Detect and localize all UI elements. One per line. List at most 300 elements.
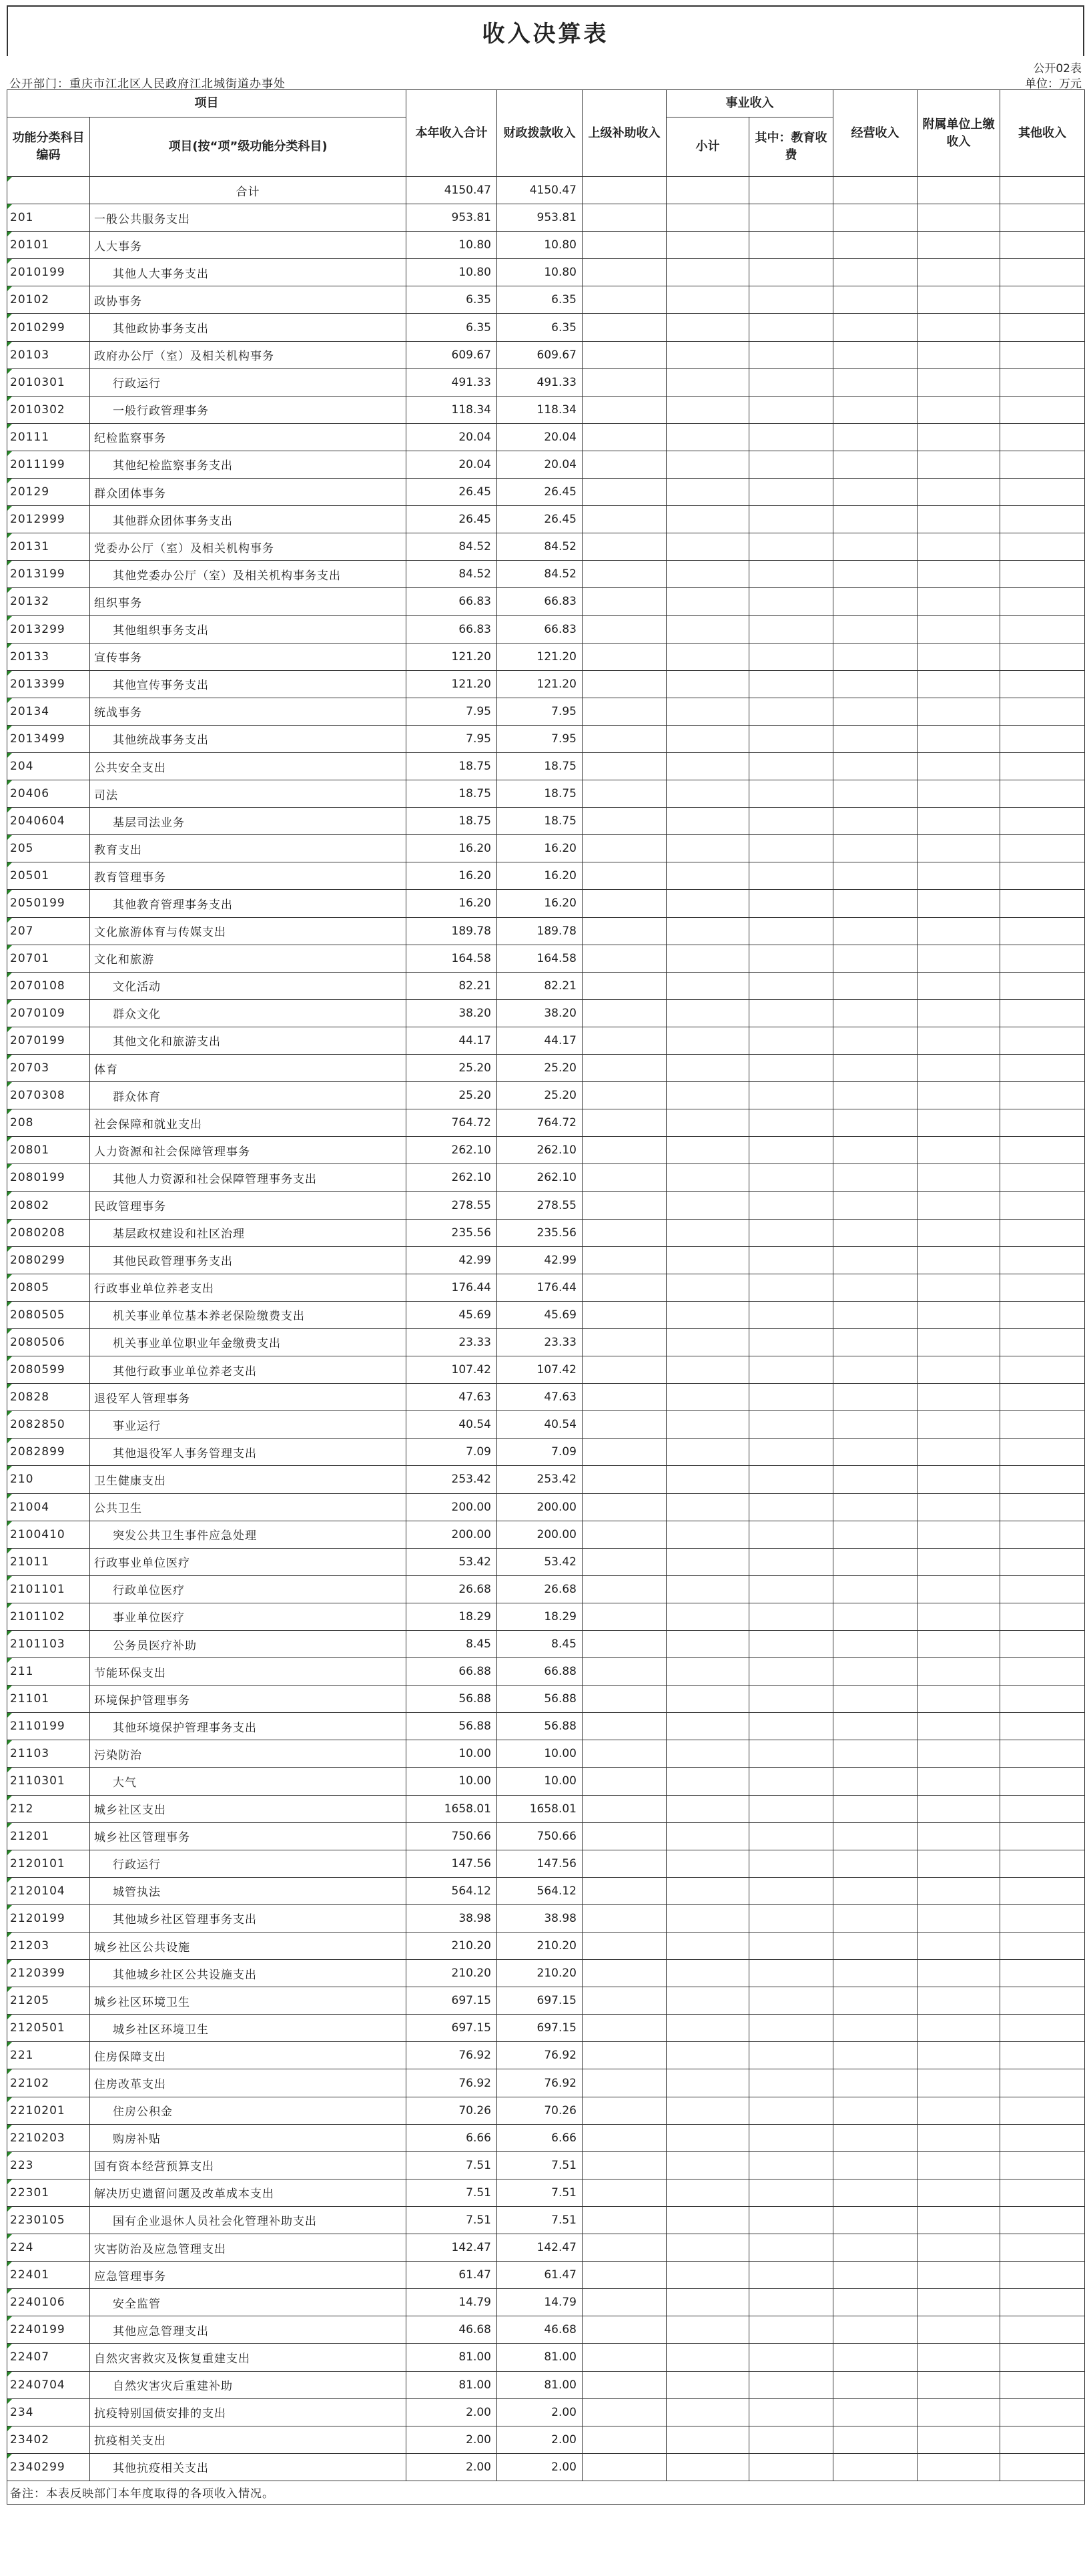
row-total-income: 18.75 — [406, 808, 497, 835]
row-fiscal: 121.20 — [497, 643, 583, 670]
row-total-income: 7.95 — [406, 698, 497, 725]
row-fiscal: 491.33 — [497, 368, 583, 396]
row-fiscal: 609.67 — [497, 341, 583, 368]
row-fiscal: 76.92 — [497, 2042, 583, 2069]
table-row — [7, 1960, 1085, 1987]
row-fiscal: 7.51 — [497, 2151, 583, 2179]
row-total-income: 16.20 — [406, 890, 497, 917]
row-name: 体育 — [90, 1055, 406, 1082]
row-code: 21004 — [7, 1493, 90, 1521]
row-name: 群众文化 — [90, 999, 406, 1027]
table-row — [7, 2151, 1085, 2179]
table-row — [7, 1795, 1085, 1822]
row-code: 20103 — [7, 341, 90, 368]
row-name: 城乡社区管理事务 — [90, 1822, 406, 1850]
row-total-income: 61.47 — [406, 2262, 497, 2289]
row-fiscal: 764.72 — [497, 1109, 583, 1137]
row-code: 22401 — [7, 2262, 90, 2289]
row-code: 2070308 — [7, 1082, 90, 1109]
row-code: 2110199 — [7, 1713, 90, 1740]
row-code: 20501 — [7, 862, 90, 890]
row-code: 2230105 — [7, 2206, 90, 2234]
table-row — [7, 1686, 1085, 1713]
table-row — [7, 368, 1085, 396]
row-total-income: 81.00 — [406, 2371, 497, 2398]
row-name: 城乡社区公共设施 — [90, 1933, 406, 1960]
row-code: 2100410 — [7, 1521, 90, 1548]
row-total-income: 200.00 — [406, 1521, 497, 1548]
row-fiscal: 16.20 — [497, 862, 583, 890]
row-total-income: 164.58 — [406, 945, 497, 972]
row-fiscal: 164.58 — [497, 945, 583, 972]
header-func-code: 功能分类科目编码 — [7, 117, 90, 177]
row-total-income: 189.78 — [406, 917, 497, 945]
row-fiscal: 262.10 — [497, 1164, 583, 1192]
row-total-income: 66.83 — [406, 588, 497, 615]
row-total-income: 20.04 — [406, 423, 497, 451]
row-total-income: 7.51 — [406, 2206, 497, 2234]
row-fiscal: 6.35 — [497, 314, 583, 341]
table-row — [7, 341, 1085, 368]
row-fiscal: 10.00 — [497, 1768, 583, 1795]
row-total-income: 26.45 — [406, 479, 497, 506]
row-code: 20131 — [7, 533, 90, 561]
row-name: 文化活动 — [90, 972, 406, 999]
row-total-income: 26.45 — [406, 506, 497, 533]
row-name: 其他民政管理事务支出 — [90, 1246, 406, 1274]
table-row — [7, 670, 1085, 698]
row-name: 其他统战事务支出 — [90, 725, 406, 752]
row-total-income: 18.29 — [406, 1603, 497, 1630]
table-row — [7, 232, 1085, 259]
row-name: 城乡社区环境卫生 — [90, 2015, 406, 2042]
row-fiscal: 20.04 — [497, 423, 583, 451]
department-label: 公开部门：重庆市江北区人民政府江北城街道办事处 — [9, 77, 286, 91]
table-row — [7, 615, 1085, 643]
title-bar — [7, 5, 1084, 56]
row-total-income: 42.99 — [406, 1246, 497, 1274]
row-fiscal: 235.56 — [497, 1219, 583, 1246]
row-name: 行政事业单位医疗 — [90, 1548, 406, 1575]
row-fiscal: 23.33 — [497, 1328, 583, 1356]
table-row — [7, 314, 1085, 341]
row-name: 其他党委办公厅（室）及相关机构事务支出 — [90, 561, 406, 588]
row-fiscal: 14.79 — [497, 2289, 583, 2316]
row-code: 221 — [7, 2042, 90, 2069]
row-name: 一般公共服务支出 — [90, 204, 406, 232]
row-fiscal: 16.20 — [497, 835, 583, 862]
row-name: 其他城乡社区管理事务支出 — [90, 1904, 406, 1932]
row-fiscal: 10.80 — [497, 232, 583, 259]
row-total-income: 6.35 — [406, 314, 497, 341]
row-fiscal: 697.15 — [497, 1987, 583, 2015]
row-fiscal: 7.09 — [497, 1439, 583, 1466]
row-code: 2120104 — [7, 1877, 90, 1904]
row-name: 事业单位医疗 — [90, 1603, 406, 1630]
row-fiscal: 210.20 — [497, 1960, 583, 1987]
row-fiscal: 8.45 — [497, 1630, 583, 1657]
table-row — [7, 698, 1085, 725]
row-total-income: 764.72 — [406, 1109, 497, 1137]
row-total-income: 8.45 — [406, 1630, 497, 1657]
table-row — [7, 588, 1085, 615]
row-fiscal: 70.26 — [497, 2097, 583, 2124]
row-fiscal: 66.83 — [497, 615, 583, 643]
row-code: 2240199 — [7, 2316, 90, 2344]
row-total-income: 45.69 — [406, 1301, 497, 1328]
row-code: 21011 — [7, 1548, 90, 1575]
row-name: 行政运行 — [90, 368, 406, 396]
row-total-income: 6.66 — [406, 2124, 497, 2151]
row-fiscal: 2.00 — [497, 2453, 583, 2481]
row-name: 解决历史遗留问题及改革成本支出 — [90, 2179, 406, 2206]
row-name: 公共卫生 — [90, 1493, 406, 1521]
row-total-income: 609.67 — [406, 341, 497, 368]
row-total-income: 953.81 — [406, 204, 497, 232]
row-total-income: 26.68 — [406, 1575, 497, 1603]
row-total-income: 697.15 — [406, 1987, 497, 2015]
row-name: 文化旅游体育与传媒支出 — [90, 917, 406, 945]
row-code: 20802 — [7, 1192, 90, 1219]
row-code: 2080505 — [7, 1301, 90, 1328]
row-total-income: 7.09 — [406, 1439, 497, 1466]
report-page — [7, 5, 1084, 2505]
table-row — [7, 533, 1085, 561]
row-code: 223 — [7, 2151, 90, 2179]
header-other: 其他收入 — [1000, 90, 1085, 177]
row-fiscal: 42.99 — [497, 1246, 583, 1274]
row-code: 21205 — [7, 1987, 90, 2015]
row-fiscal: 7.95 — [497, 725, 583, 752]
row-name: 组织事务 — [90, 588, 406, 615]
table-row — [7, 862, 1085, 890]
table-row — [7, 2234, 1085, 2262]
header-affiliated: 附属单位上缴收入 — [918, 90, 1000, 177]
row-code: 205 — [7, 835, 90, 862]
row-name: 应急管理事务 — [90, 2262, 406, 2289]
row-fiscal: 121.20 — [497, 670, 583, 698]
row-code: 2101101 — [7, 1575, 90, 1603]
row-name: 民政管理事务 — [90, 1192, 406, 1219]
header-edu-fee: 其中：教育收费 — [749, 117, 833, 177]
table-row — [7, 1328, 1085, 1356]
row-name: 其他文化和旅游支出 — [90, 1027, 406, 1054]
row-code: 21203 — [7, 1933, 90, 1960]
table-row — [7, 1439, 1085, 1466]
row-name: 群众体育 — [90, 1082, 406, 1109]
row-code: 2080199 — [7, 1164, 90, 1192]
header-project: 项目 — [7, 90, 406, 117]
row-total-income: 82.21 — [406, 972, 497, 999]
row-total-income: 118.34 — [406, 396, 497, 423]
row-fiscal: 147.56 — [497, 1850, 583, 1877]
row-code: 2013499 — [7, 725, 90, 752]
table-row — [7, 2042, 1085, 2069]
row-name: 节能环保支出 — [90, 1658, 406, 1686]
row-fiscal: 45.69 — [497, 1301, 583, 1328]
row-fiscal: 66.83 — [497, 588, 583, 615]
row-code: 20701 — [7, 945, 90, 972]
row-name: 行政运行 — [90, 1850, 406, 1877]
row-fiscal: 40.54 — [497, 1411, 583, 1439]
table-row — [7, 643, 1085, 670]
row-total-income: 14.79 — [406, 2289, 497, 2316]
row-code: 2010302 — [7, 396, 90, 423]
row-name: 其他抗疫相关支出 — [90, 2453, 406, 2481]
row-code: 210 — [7, 1466, 90, 1493]
unit-label: 单位：万元 — [1025, 77, 1082, 91]
row-total-income: 176.44 — [406, 1274, 497, 1301]
row-code: 207 — [7, 917, 90, 945]
table-row — [7, 999, 1085, 1027]
row-total-income: 25.20 — [406, 1055, 497, 1082]
row-fiscal: 25.20 — [497, 1055, 583, 1082]
row-name: 灾害防治及应急管理支出 — [90, 2234, 406, 2262]
table-row — [7, 2398, 1085, 2426]
row-code: 2011199 — [7, 451, 90, 478]
table-row — [7, 808, 1085, 835]
row-total-income: 564.12 — [406, 1877, 497, 1904]
table-row — [7, 1713, 1085, 1740]
row-code: 21103 — [7, 1740, 90, 1768]
row-name: 人力资源和社会保障管理事务 — [90, 1137, 406, 1164]
table-row — [7, 780, 1085, 808]
row-total-income: 18.75 — [406, 752, 497, 780]
total-label: 合计 — [90, 177, 406, 204]
row-total-income: 121.20 — [406, 670, 497, 698]
row-code: 2210201 — [7, 2097, 90, 2124]
row-code: 2120101 — [7, 1850, 90, 1877]
row-code: 21101 — [7, 1686, 90, 1713]
row-name: 环境保护管理事务 — [90, 1686, 406, 1713]
table-row — [7, 2206, 1085, 2234]
row-fiscal: 18.75 — [497, 780, 583, 808]
table-row — [7, 1548, 1085, 1575]
table-row — [7, 506, 1085, 533]
row-code: 20805 — [7, 1274, 90, 1301]
row-name: 政协事务 — [90, 286, 406, 314]
row-total-income: 278.55 — [406, 1192, 497, 1219]
row-total-income: 10.00 — [406, 1740, 497, 1768]
row-name: 基层司法业务 — [90, 808, 406, 835]
row-name: 教育支出 — [90, 835, 406, 862]
table-row — [7, 1246, 1085, 1274]
row-code: 2101103 — [7, 1630, 90, 1657]
row-total-income: 56.88 — [406, 1686, 497, 1713]
header-total-income: 本年收入合计 — [406, 90, 497, 177]
table-row — [7, 1575, 1085, 1603]
row-name: 其他人大事务支出 — [90, 259, 406, 286]
row-total-income: 7.51 — [406, 2151, 497, 2179]
table-row — [7, 1850, 1085, 1877]
table-row — [7, 423, 1085, 451]
row-total-income: 750.66 — [406, 1822, 497, 1850]
row-total-income: 18.75 — [406, 780, 497, 808]
row-total-income: 38.98 — [406, 1904, 497, 1932]
row-name: 安全监管 — [90, 2289, 406, 2316]
row-code: 2010299 — [7, 314, 90, 341]
row-code: 2240704 — [7, 2371, 90, 2398]
table-row — [7, 1411, 1085, 1439]
row-code: 2110301 — [7, 1768, 90, 1795]
row-name: 事业运行 — [90, 1411, 406, 1439]
row-code: 20801 — [7, 1137, 90, 1164]
row-fiscal: 20.04 — [497, 451, 583, 478]
header-business: 事业收入 — [667, 90, 833, 117]
table-row — [7, 1082, 1085, 1109]
table-row — [7, 2262, 1085, 2289]
header-upper-subsidy: 上级补助收入 — [583, 90, 667, 177]
table-note: 备注：本表反映部门本年度取得的各项收入情况。 — [7, 2481, 1085, 2504]
row-code: 23402 — [7, 2426, 90, 2453]
table-row — [7, 561, 1085, 588]
row-fiscal: 10.00 — [497, 1740, 583, 1768]
row-code: 2080299 — [7, 1246, 90, 1274]
row-code: 2013199 — [7, 561, 90, 588]
row-code: 2080506 — [7, 1328, 90, 1356]
row-name: 机关事业单位职业年金缴费支出 — [90, 1328, 406, 1356]
row-fiscal: 84.52 — [497, 533, 583, 561]
row-code: 20133 — [7, 643, 90, 670]
table-row — [7, 1164, 1085, 1192]
row-name: 污染防治 — [90, 1740, 406, 1768]
row-total-income: 66.88 — [406, 1658, 497, 1686]
table-row — [7, 1219, 1085, 1246]
row-name: 其他宣传事务支出 — [90, 670, 406, 698]
table-row — [7, 2015, 1085, 2042]
table-row — [7, 2097, 1085, 2124]
row-code: 20134 — [7, 698, 90, 725]
row-code: 20101 — [7, 232, 90, 259]
row-total-income: 262.10 — [406, 1137, 497, 1164]
row-code: 2013299 — [7, 615, 90, 643]
table-row — [7, 286, 1085, 314]
header-func-name: 项目(按“项”级功能分类科目) — [90, 117, 406, 177]
row-code: 20111 — [7, 423, 90, 451]
table-row — [7, 1137, 1085, 1164]
table-row — [7, 1933, 1085, 1960]
row-total-income: 20.04 — [406, 451, 497, 478]
table-row — [7, 890, 1085, 917]
row-fiscal: 82.21 — [497, 972, 583, 999]
row-name: 城乡社区环境卫生 — [90, 1987, 406, 2015]
row-total-income: 2.00 — [406, 2453, 497, 2481]
row-fiscal: 750.66 — [497, 1822, 583, 1850]
row-name: 文化和旅游 — [90, 945, 406, 972]
row-name: 其他教育管理事务支出 — [90, 890, 406, 917]
row-code: 2070199 — [7, 1027, 90, 1054]
table-row — [7, 204, 1085, 232]
table-row — [7, 479, 1085, 506]
row-name: 其他城乡社区公共设施支出 — [90, 1960, 406, 1987]
row-fiscal: 6.35 — [497, 286, 583, 314]
row-fiscal: 200.00 — [497, 1493, 583, 1521]
row-code: 234 — [7, 2398, 90, 2426]
row-name: 城乡社区支出 — [90, 1795, 406, 1822]
row-name: 基层政权建设和社区治理 — [90, 1219, 406, 1246]
row-name: 公共安全支出 — [90, 752, 406, 780]
table-row — [7, 1356, 1085, 1384]
table-row — [7, 451, 1085, 478]
row-name: 其他环境保护管理事务支出 — [90, 1713, 406, 1740]
table-row — [7, 2179, 1085, 2206]
row-total-income: 2.00 — [406, 2398, 497, 2426]
row-name: 城管执法 — [90, 1877, 406, 1904]
row-total-income: 40.54 — [406, 1411, 497, 1439]
row-fiscal: 26.45 — [497, 479, 583, 506]
table-row — [7, 1658, 1085, 1686]
header-operating: 经营收入 — [833, 90, 918, 177]
row-fiscal: 6.66 — [497, 2124, 583, 2151]
row-fiscal: 84.52 — [497, 561, 583, 588]
row-fiscal: 47.63 — [497, 1384, 583, 1411]
row-fiscal: 2.00 — [497, 2426, 583, 2453]
row-code: 2010199 — [7, 259, 90, 286]
row-name: 党委办公厅（室）及相关机构事务 — [90, 533, 406, 561]
table-row — [7, 1877, 1085, 1904]
row-fiscal: 66.88 — [497, 1658, 583, 1686]
row-total-income: 697.15 — [406, 2015, 497, 2042]
table-row — [7, 1027, 1085, 1054]
row-name: 其他群众团体事务支出 — [90, 506, 406, 533]
row-total-income: 16.20 — [406, 862, 497, 890]
row-code: 208 — [7, 1109, 90, 1137]
row-total-income: 84.52 — [406, 533, 497, 561]
header-subtotal: 小计 — [667, 117, 749, 177]
row-code: 20132 — [7, 588, 90, 615]
row-total-income: 10.00 — [406, 1768, 497, 1795]
row-code: 20102 — [7, 286, 90, 314]
table-row — [7, 1055, 1085, 1082]
row-fiscal: 18.75 — [497, 808, 583, 835]
row-name: 卫生健康支出 — [90, 1466, 406, 1493]
row-total-income: 56.88 — [406, 1713, 497, 1740]
row-code: 2082850 — [7, 1411, 90, 1439]
row-name: 其他行政事业单位养老支出 — [90, 1356, 406, 1384]
row-name: 其他人力资源和社会保障管理事务支出 — [90, 1164, 406, 1192]
row-name: 退役军人管理事务 — [90, 1384, 406, 1411]
row-name: 其他退役军人事务管理支出 — [90, 1439, 406, 1466]
total-income-value: 4150.47 — [406, 177, 497, 204]
row-name: 统战事务 — [90, 698, 406, 725]
row-name: 群众团体事务 — [90, 479, 406, 506]
income-table — [7, 89, 1085, 2505]
row-fiscal: 46.68 — [497, 2316, 583, 2344]
row-total-income: 66.83 — [406, 615, 497, 643]
row-name: 住房改革支出 — [90, 2069, 406, 2097]
row-total-income: 76.92 — [406, 2069, 497, 2097]
table-row — [7, 1274, 1085, 1301]
row-code: 20129 — [7, 479, 90, 506]
row-code: 2101102 — [7, 1603, 90, 1630]
row-total-income: 142.47 — [406, 2234, 497, 2262]
row-name: 住房公积金 — [90, 2097, 406, 2124]
row-code: 2013399 — [7, 670, 90, 698]
row-total-income: 23.33 — [406, 1328, 497, 1356]
row-code: 211 — [7, 1658, 90, 1686]
row-code: 22407 — [7, 2344, 90, 2371]
row-fiscal: 142.47 — [497, 2234, 583, 2262]
table-row — [7, 1603, 1085, 1630]
row-fiscal: 278.55 — [497, 1192, 583, 1219]
row-total-income: 16.20 — [406, 835, 497, 862]
row-name: 纪检监察事务 — [90, 423, 406, 451]
table-row — [7, 917, 1085, 945]
table-row — [7, 2371, 1085, 2398]
row-total-income: 235.56 — [406, 1219, 497, 1246]
row-code: 2070108 — [7, 972, 90, 999]
row-fiscal: 7.51 — [497, 2179, 583, 2206]
